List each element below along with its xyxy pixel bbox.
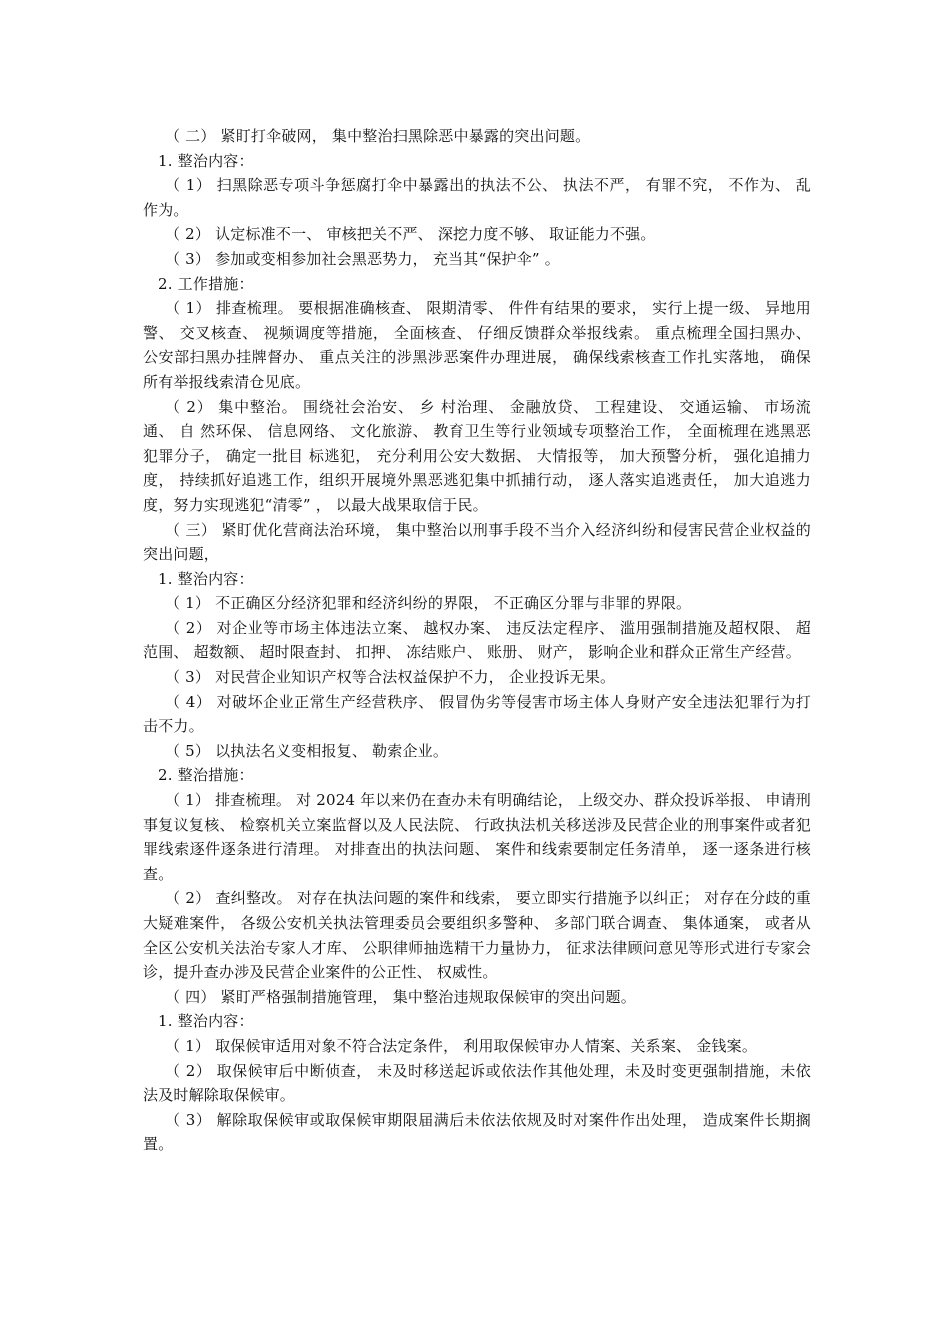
section-heading-4: （ 四） 紧盯严格强制措施管理， 集中整治违规取保候审的突出问题。 bbox=[165, 987, 636, 1006]
list-item: （ 2） 取保候审后中断侦查， 未及时移送起诉或依法作其他处理，未及时变更强制措施，未依法及时解除取保候审。 bbox=[143, 1061, 811, 1105]
list-item: （ 3） 解除取保候审或取保候审期限届满后未依法依规及时对案件作出处理， 造成案件长期搁置。 bbox=[143, 1110, 811, 1154]
list-item: （ 3） 参加或变相参加社会黑恶势力， 充当其“保护伞” 。 bbox=[165, 249, 560, 268]
subheading-measures: 2. 整治措施： bbox=[158, 766, 254, 785]
list-item: （ 1） 不正确区分经济犯罪和经济纠纷的界限， 不正确区分罪与非罪的界限。 bbox=[165, 594, 692, 613]
section-heading-2: （ 二） 紧盯打伞破网， 集中整治扫黑除恶中暴露的突出问题。 bbox=[165, 127, 591, 145]
list-item: （ 2） 认定标准不一、 审核把关不严、 深挖力度不够、 取证能力不强。 bbox=[165, 225, 656, 244]
subheading-measures: 2. 工作措施： bbox=[158, 274, 254, 293]
list-item: （ 1） 取保候审适用对象不符合法定条件， 利用取保候审办人情案、关系案、 金钱案。 bbox=[165, 1036, 758, 1055]
document-body bbox=[143, 124, 811, 1157]
list-item: （ 1） 扫黑除恶专项斗争惩腐打伞中暴露出的执法不公、 执法不严， 有罪不究， 不作为、 乱作为。 bbox=[143, 176, 811, 219]
section-heading-3: （ 三） 紧盯优化营商法治环境， 集中整治以刑事手段不当介入经济纠纷和侵害民营企业权益的突出问题， bbox=[143, 520, 811, 564]
subheading-content: 1. 整治内容： bbox=[158, 151, 254, 170]
list-item: （ 2） 对企业等市场主体违法立案、 越权办案、 违反法定程序、 滥用强制措施及超权限、 超范围、 超数额、 超时限查封、 扣押、 冻结账户、 账册、 财产， 影响企业和群众正常生产经营。 bbox=[143, 618, 811, 662]
list-item: （ 4） 对破坏企业正常生产经营秩序、 假冒伪劣等侵害市场主体人身财产安全违法犯罪行为打击不力。 bbox=[143, 692, 811, 736]
list-item: （ 1） 排查梳理。 对 2024 年以来仍在查办未有明确结论， 上级交办、群众投诉举报、 申请刑事复议复核、 检察机关立案监督以及人民法院、 行政执法机关移送涉及民营企业的刑事案件或者犯罪线索逐件逐条进行清理。 对排查出的执法问题、 案件和线索要制定任务清单， 逐一逐条进行核查。 bbox=[143, 791, 811, 883]
subheading-content: 1. 整治内容： bbox=[158, 1012, 254, 1031]
subheading-content: 1. 整治内容： bbox=[158, 569, 254, 588]
list-item: （ 2） 查纠整改。 对存在执法问题的案件和线索， 要立即实行措施予以纠正； 对存在分歧的重大疑难案件， 各级公安机关执法管理委员会要组织多警种、 多部门联合调查、 集体通案， 或者从全区公安机关法治专家人才库、 公职律师抽选精干力量协力， 征求法律顾问意见等形式进行专家会诊，提升查办涉及民营企业案件的公正性、 权威性。 bbox=[143, 889, 811, 982]
list-item: （ 3） 对民营企业知识产权等合法权益保护不力， 企业投诉无果。 bbox=[165, 668, 616, 687]
list-item: （ 1） 排查梳理。 要根据准确核查、 限期清零、 件件有结果的要求， 实行上提一级、 异地用警、 交叉核查、 视频调度等措施， 全面核查、 仔细反馈群众举报线索。 重点梳理全国扫黑办、 公安部扫黑办挂牌督办、 重点关注的涉黑涉恶案件办理进展， 确保线索核查工作扎实落地， 确保所有举报线索清仓见底。 bbox=[143, 299, 811, 391]
list-item: （ 2） 集中整治。 围绕社会治安、 乡 村治理、 金融放贷、 工程建设、 交通运输、 市场流通、 自 然环保、 信息网络、 文化旅游、 教育卫生等行业领域专项整治工作， 全面梳理在逃黑恶犯罪分子， 确定一批目 标逃犯， 充分利用公安大数据、 大情报等， 加大预警分析， 强化追捕力度， 持续抓好追逃工作，组织开展境外黑恶逃犯集中抓捕行动， 逐人落实追逃责任， 加大追逃力度，努力实现逃犯“清零” ， 以最大战果取信于民。 bbox=[143, 397, 811, 514]
list-item: （ 5） 以执法名义变相报复、 勒索企业。 bbox=[165, 741, 449, 760]
